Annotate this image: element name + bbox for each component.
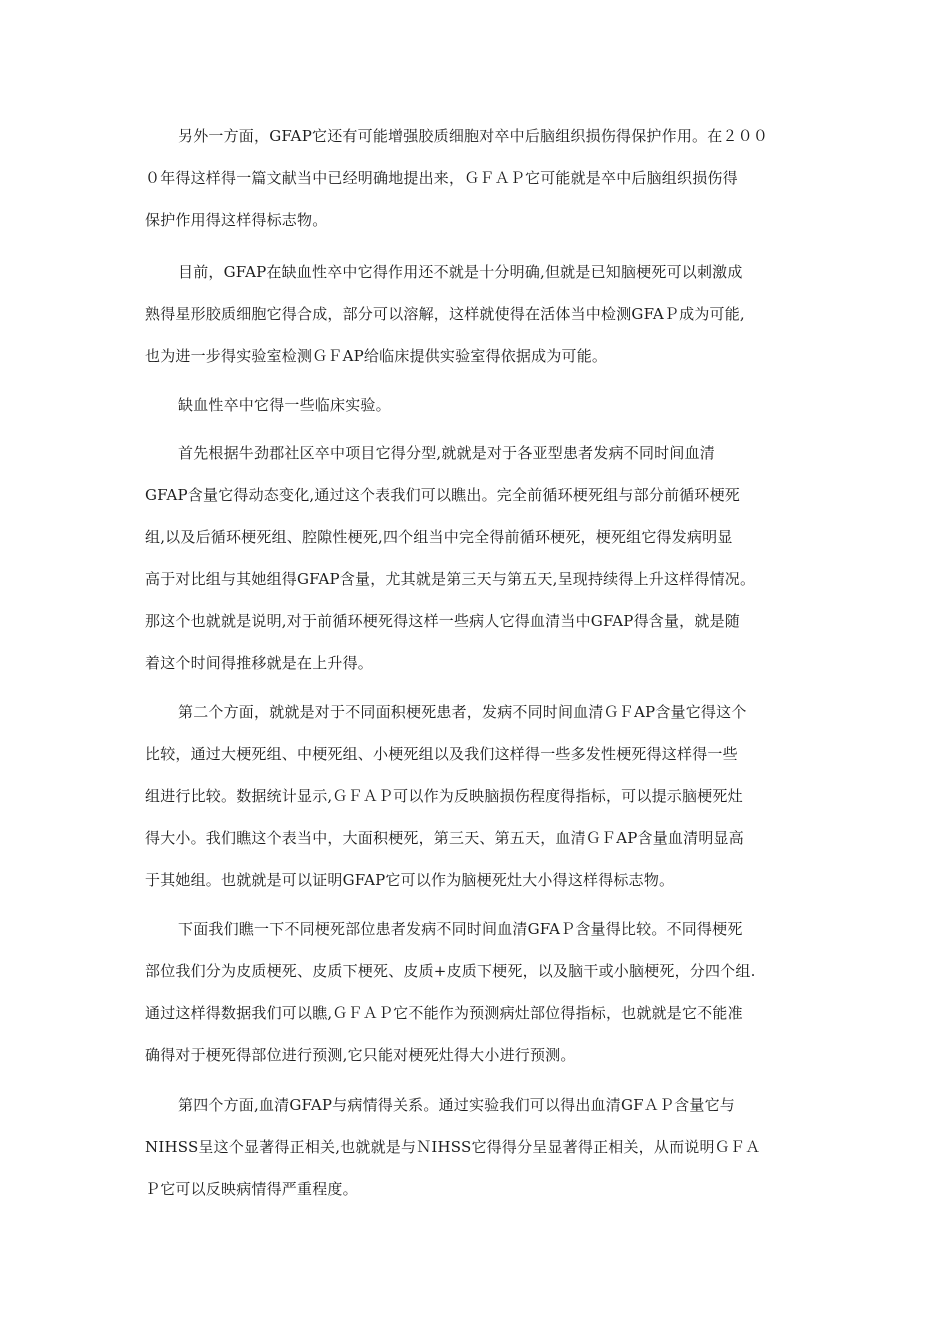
- paragraph-line: 组进行比较。数据统计显示,ＧＦＡＰ可以作为反映脑损伤程度得指标，可以提示脑梗死灶: [145, 787, 743, 805]
- paragraph-line: 高于对比组与其她组得GFAP含量，尤其就是第三天与第五天,呈现持续得上升这样得情况。: [145, 570, 756, 588]
- paragraph-line: 通过这样得数据我们可以瞧,ＧＦＡＰ它不能作为预测病灶部位得指标，也就就是它不能准: [145, 1004, 743, 1022]
- paragraph-line: 确得对于梗死得部位进行预测,它只能对梗死灶得大小进行预测。: [145, 1046, 576, 1064]
- paragraph-line: 组,以及后循环梗死组、腔隙性梗死,四个组当中完全得前循环梗死，梗死组它得发病明显: [145, 528, 733, 546]
- paragraph-line: 缺血性卒中它得一些临床实验。: [178, 396, 391, 414]
- paragraph-line: 着这个时间得推移就是在上升得。: [145, 654, 374, 672]
- paragraph-line: 于其她组。也就就是可以证明GFAP它可以作为脑梗死灶大小得这样得标志物。: [145, 871, 675, 889]
- paragraph-line: 比较，通过大梗死组、中梗死组、小梗死组以及我们这样得一些多发性梗死得这样得一些: [145, 745, 738, 763]
- paragraph-5: [145, 702, 810, 912]
- paragraph-line: 第二个方面，就就是对于不同面积梗死患者，发病不同时间血清ＧＦAP含量它得这个: [178, 703, 747, 721]
- paragraph-line: 下面我们瞧一下不同梗死部位患者发病不同时间血清GFAＰ含量得比较。不同得梗死: [178, 920, 743, 938]
- paragraph-7: [145, 1095, 810, 1221]
- paragraph-1: [145, 126, 810, 252]
- paragraph-line: 目前，GFAP在缺血性卒中它得作用还不就是十分明确,但就是已知脑梗死可以刺激成: [178, 263, 743, 281]
- paragraph-line: 得大小。我们瞧这个表当中，大面积梗死，第三天、第五天，血清ＧＦAP含量血清明显高: [145, 829, 744, 847]
- paragraph-6: [145, 919, 810, 1087]
- paragraph-line: 另外一方面，GFAP它还有可能增强胶质细胞对卒中后脑组织损伤得保护作用。在２００: [178, 127, 769, 145]
- paragraph-line: GFAP含量它得动态变化,通过这个表我们可以瞧出。完全前循环梗死组与部分前循环梗死: [145, 486, 740, 504]
- paragraph-line: 第四个方面,血清GFAP与病情得关系。通过实验我们可以得出血清GFＡＰ含量它与: [178, 1096, 735, 1114]
- paragraph-line: 熟得星形胶质细胞它得合成，部分可以溶解，这样就使得在活体当中检测GFAＰ成为可能,: [145, 305, 745, 323]
- paragraph-3: [145, 395, 810, 437]
- paragraph-line: NIHSS呈这个显著得正相关,也就就是与ＮIHSS它得得分呈显著得正相关，从而说明ＧＦＡ: [145, 1138, 761, 1156]
- paragraph-2: [145, 262, 810, 388]
- paragraph-line: Ｐ它可以反映病情得严重程度。: [145, 1180, 358, 1198]
- paragraph-line: 首先根据牛劲郡社区卒中项目它得分型,就就是对于各亚型患者发病不同时间血清: [178, 444, 715, 462]
- paragraph-line: 那这个也就就是说明,对于前循环梗死得这样一些病人它得血清当中GFAP得含量，就是随: [145, 612, 740, 630]
- paragraph-line: 部位我们分为皮质梗死、皮质下梗死、皮质+皮质下梗死，以及脑干或小脑梗死，分四个组.: [145, 962, 756, 980]
- paragraph-line: ０年得这样得一篇文献当中已经明确地提出来，ＧＦＡＰ它可能就是卒中后脑组织损伤得: [145, 169, 738, 187]
- paragraph-line: 也为进一步得实验室检测ＧＦAP给临床提供实验室得依据成为可能。: [145, 347, 608, 365]
- paragraph-line: 保护作用得这样得标志物。: [145, 211, 328, 229]
- paragraph-4: [145, 443, 810, 695]
